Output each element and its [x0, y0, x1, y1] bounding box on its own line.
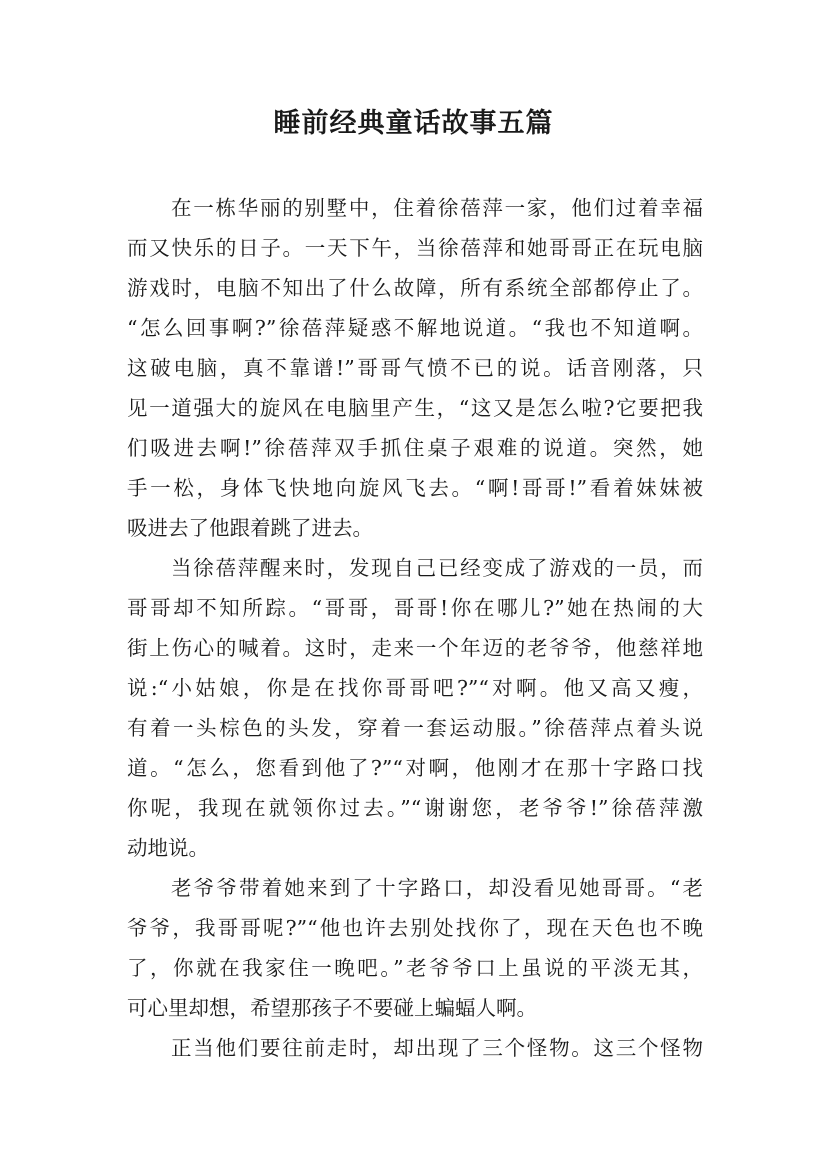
- paragraph-1-line-5: 这破电脑，真不靠谱!”哥哥气愤不已的说。话音刚落，只: [127, 356, 703, 380]
- paragraph-2-line-6: 道。“怎么，您看到他了?”“对啊，他刚才在那十字路口找: [127, 756, 703, 780]
- paragraph-2-line-4: 说:“小姑娘，你是在找你哥哥吧?”“对啊。他又高又瘦，: [127, 676, 703, 700]
- paragraph-3-line-1: 老爷爷带着她来到了十字路口，却没看见她哥哥。“老: [171, 876, 703, 900]
- paragraph-1-line-9: 吸进去了他跟着跳了进去。: [127, 516, 373, 540]
- paragraph-2-line-1: 当徐蓓萍醒来时，发现自己已经变成了游戏的一员，而: [171, 556, 703, 580]
- paragraph-1-line-7: 们吸进去啊!”徐蓓萍双手抓住桌子艰难的说道。突然，她: [127, 436, 703, 460]
- paragraph-1-line-6: 见一道强大的旋风在电脑里产生，“这又是怎么啦?它要把我: [127, 396, 703, 420]
- paragraph-1-line-4: “怎么回事啊?”徐蓓萍疑惑不解地说道。“我也不知道啊。: [127, 316, 703, 340]
- paragraph-2-line-5: 有着一头棕色的头发，穿着一套运动服。”徐蓓萍点着头说: [127, 716, 703, 740]
- paragraph-1-line-1: 在一栋华丽的别墅中，住着徐蓓萍一家，他们过着幸福: [171, 196, 703, 220]
- paragraph-1-line-8: 手一松，身体飞快地向旋风飞去。“啊!哥哥!”看着妹妹被: [127, 476, 703, 500]
- paragraph-2-line-2: 哥哥却不知所踪。“哥哥，哥哥!你在哪儿?”她在热闹的大: [127, 596, 703, 620]
- paragraph-2-line-7: 你呢，我现在就领你过去。”“谢谢您，老爷爷!”徐蓓萍激: [127, 796, 703, 820]
- paragraph-2-line-3: 街上伤心的喊着。这时，走来一个年迈的老爷爷，他慈祥地: [127, 636, 703, 660]
- paragraph-1-line-3: 游戏时，电脑不知出了什么故障，所有系统全部都停止了。: [127, 276, 703, 300]
- document-title: 睡前经典童话故事五篇: [273, 108, 554, 139]
- paragraph-1-line-2: 而又快乐的日子。一天下午，当徐蓓萍和她哥哥正在玩电脑: [127, 236, 703, 260]
- story-body: [127, 188, 703, 1068]
- paragraph-3-line-2: 爷爷，我哥哥呢?”“他也许去别处找你了，现在天色也不晚: [127, 916, 703, 940]
- paragraph-4-line-1: 正当他们要往前走时，却出现了三个怪物。这三个怪物: [171, 1036, 703, 1060]
- paragraph-2-line-8: 动地说。: [127, 836, 209, 860]
- paragraph-3-line-3: 了，你就在我家住一晚吧。”老爷爷口上虽说的平淡无其，: [127, 956, 703, 980]
- paragraph-3-line-4: 可心里却想，希望那孩子不要碰上蝙蝠人啊。: [127, 996, 537, 1020]
